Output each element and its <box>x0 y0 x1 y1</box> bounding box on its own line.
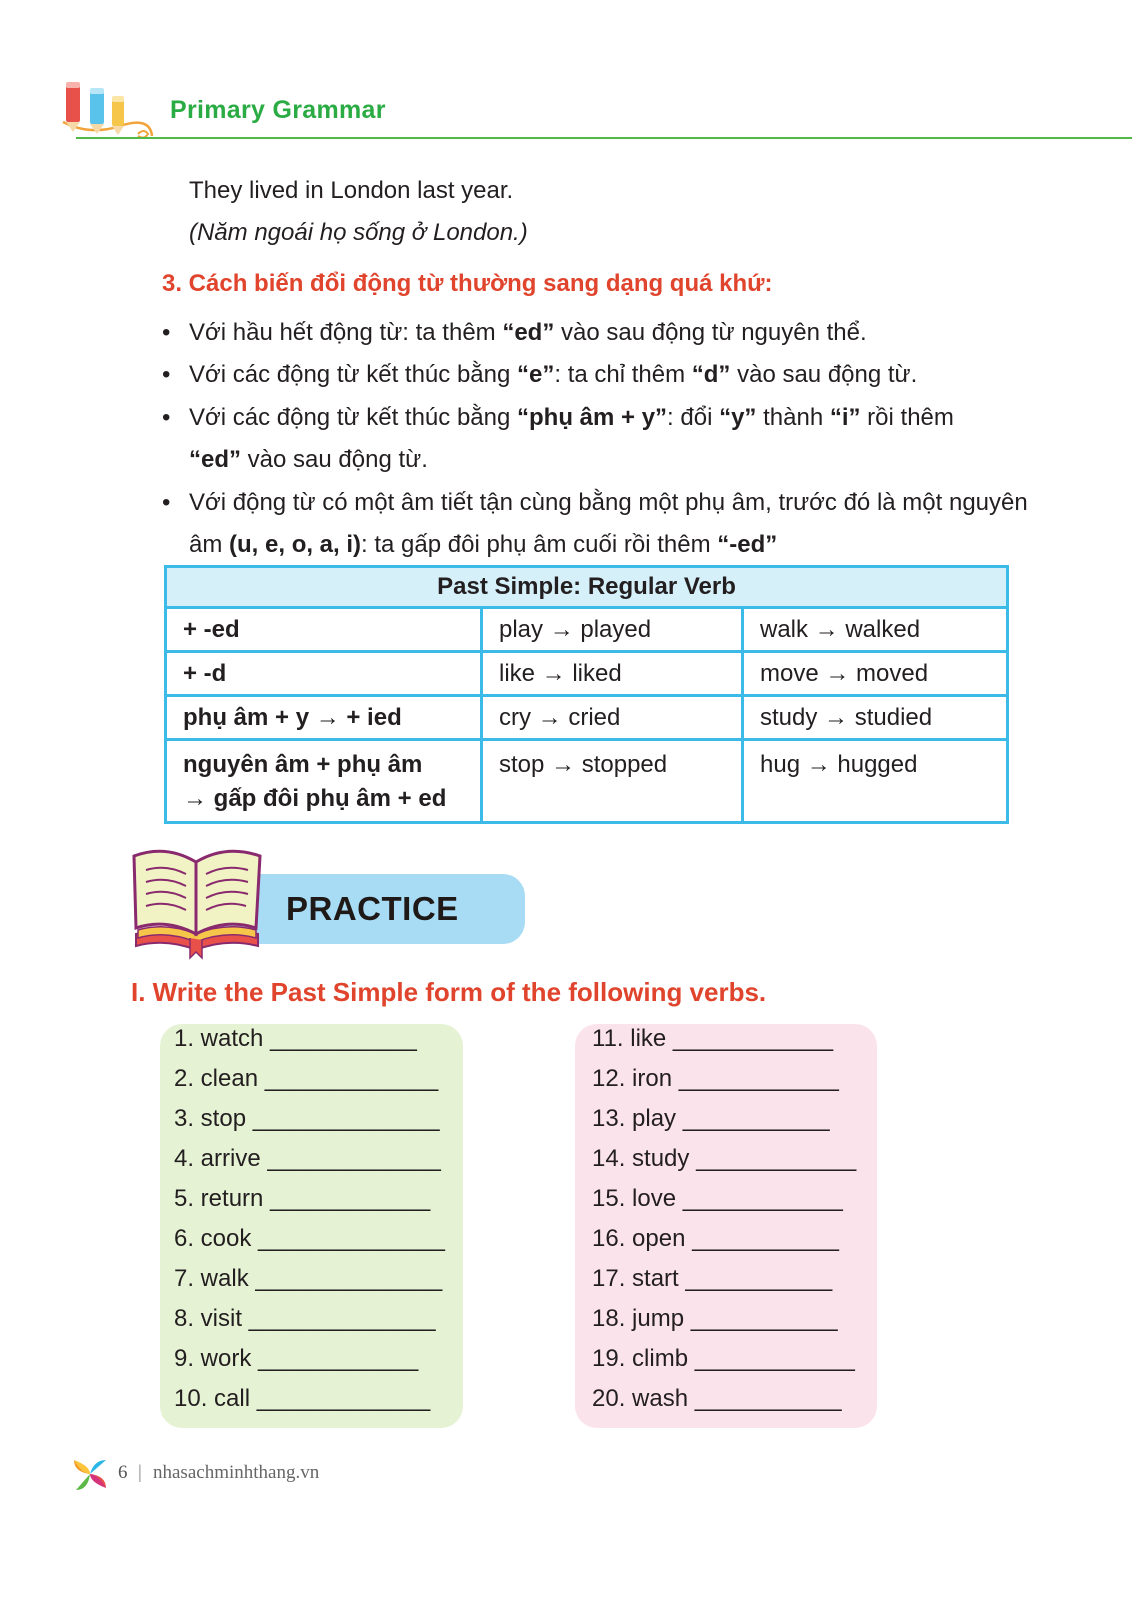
exercise-item: 1. watch ___________ <box>174 1025 417 1052</box>
rule-keyword: “ed” <box>502 319 555 346</box>
series-title: Primary Grammar <box>170 96 386 124</box>
rule-text: vào sau động từ. <box>241 446 428 473</box>
table-example-cell: hug → hugged <box>743 740 1008 823</box>
exercise-item: 14. study ____________ <box>592 1145 857 1172</box>
exercise-item: 16. open ___________ <box>592 1225 839 1252</box>
practice-label: PRACTICE <box>286 890 459 927</box>
rule-text: : ta chỉ thêm <box>554 361 692 388</box>
exercise-item: 2. clean _____________ <box>174 1065 439 1092</box>
rule-keyword: “d” <box>691 361 731 388</box>
rule-keyword: “-ed” <box>717 531 778 558</box>
table-title: Past Simple: Regular Verb <box>166 567 1008 608</box>
table-rule-cell <box>166 740 482 823</box>
rule-keyword: “i” <box>829 404 861 431</box>
rule-text: : đổi <box>667 404 720 431</box>
bullet-dot: • <box>162 361 171 388</box>
rule-text: : ta gấp đôi phụ âm cuối rồi thêm <box>361 531 718 558</box>
page-number: 6 <box>118 1462 128 1483</box>
regular-verb-table <box>164 565 1009 824</box>
rule-text: thành <box>756 404 830 431</box>
rule-text: vào sau động từ. <box>730 361 918 388</box>
rule-keyword: “e” <box>517 361 555 388</box>
footer-separator: | <box>138 1462 142 1483</box>
rule-text: Với hầu hết động từ: ta thêm <box>189 319 503 346</box>
example-sentence: They lived in London last year. <box>189 177 514 204</box>
table-example-cell: like → liked <box>482 652 743 696</box>
exercise-item: 5. return ____________ <box>174 1185 431 1212</box>
open-book-icon <box>126 842 266 960</box>
table-example-cell: stop → stopped <box>482 740 743 823</box>
footer-website: nhasachminhthang.vn <box>153 1462 320 1483</box>
rule-text: Với động từ có một âm tiết tận cùng bằng một phụ âm, trước đó là một nguyên âm <box>189 489 1028 558</box>
table-row <box>166 652 1008 696</box>
exercise-item: 9. work ____________ <box>174 1345 419 1372</box>
table-rule-cell: + -ed <box>166 608 482 652</box>
exercise-item: 3. stop ______________ <box>174 1105 440 1132</box>
exercise-item: 15. love ____________ <box>592 1185 843 1212</box>
table-row <box>166 740 1008 823</box>
table-rule-cell: + -d <box>166 652 482 696</box>
rule-line: nguyên âm + phụ âm <box>183 751 423 778</box>
rule-keyword: “ed” <box>189 446 242 473</box>
rule-keyword: “phụ âm + y” <box>517 404 668 431</box>
exercise-item: 4. arrive _____________ <box>174 1145 441 1172</box>
exercise-box-left <box>160 1024 463 1428</box>
exercise-item: 10. call _____________ <box>174 1385 431 1412</box>
table-example-cell: play → played <box>482 608 743 652</box>
bullet-dot: • <box>162 404 171 431</box>
table-row <box>166 608 1008 652</box>
exercise-item: 17. start ___________ <box>592 1265 833 1292</box>
exercise-item: 19. climb ____________ <box>592 1345 855 1372</box>
exercise-item: 8. visit ______________ <box>174 1305 436 1332</box>
rule-keyword: “y” <box>719 404 757 431</box>
table-row <box>166 696 1008 740</box>
bullet-dot: • <box>162 489 171 516</box>
pencils-logo-icon <box>60 78 160 150</box>
table-example-cell: study → studied <box>743 696 1008 740</box>
rule-heading: 3. Cách biến đổi động từ thường sang dạng quá khứ: <box>162 270 773 297</box>
table-rule-cell: phụ âm + y → + ied <box>166 696 482 740</box>
exercise-item: 13. play ___________ <box>592 1105 830 1132</box>
rule-text: Với các động từ kết thúc bằng <box>189 404 517 431</box>
rule-text: Với các động từ kết thúc bằng <box>189 361 517 388</box>
exercise-item: 18. jump ___________ <box>592 1305 838 1332</box>
header-divider <box>76 137 1132 139</box>
exercise-item: 20. wash ___________ <box>592 1385 842 1412</box>
table-example-cell: walk → walked <box>743 608 1008 652</box>
table-example-cell: move → moved <box>743 652 1008 696</box>
rule-line: → gấp đôi phụ âm + ed <box>183 785 447 812</box>
bullet-dot: • <box>162 319 171 346</box>
exercise-item: 7. walk ______________ <box>174 1265 443 1292</box>
exercise-item: 12. iron ____________ <box>592 1065 839 1092</box>
rule-text: vào sau động từ nguyên thể. <box>554 319 867 346</box>
exercise-item: 11. like ____________ <box>592 1025 834 1052</box>
example-translation: (Năm ngoái họ sống ở London.) <box>189 219 528 246</box>
exercise-box-right <box>575 1024 877 1428</box>
rule-text: rồi thêm <box>860 404 954 431</box>
table-example-cell: cry → cried <box>482 696 743 740</box>
exercise-item: 6. cook ______________ <box>174 1225 445 1252</box>
rule-keyword: (u, e, o, a, i) <box>229 531 362 558</box>
publisher-logo-icon <box>72 1456 108 1492</box>
table-header-row <box>166 567 1008 608</box>
exercise-title: I. Write the Past Simple form of the following verbs. <box>131 977 767 1007</box>
